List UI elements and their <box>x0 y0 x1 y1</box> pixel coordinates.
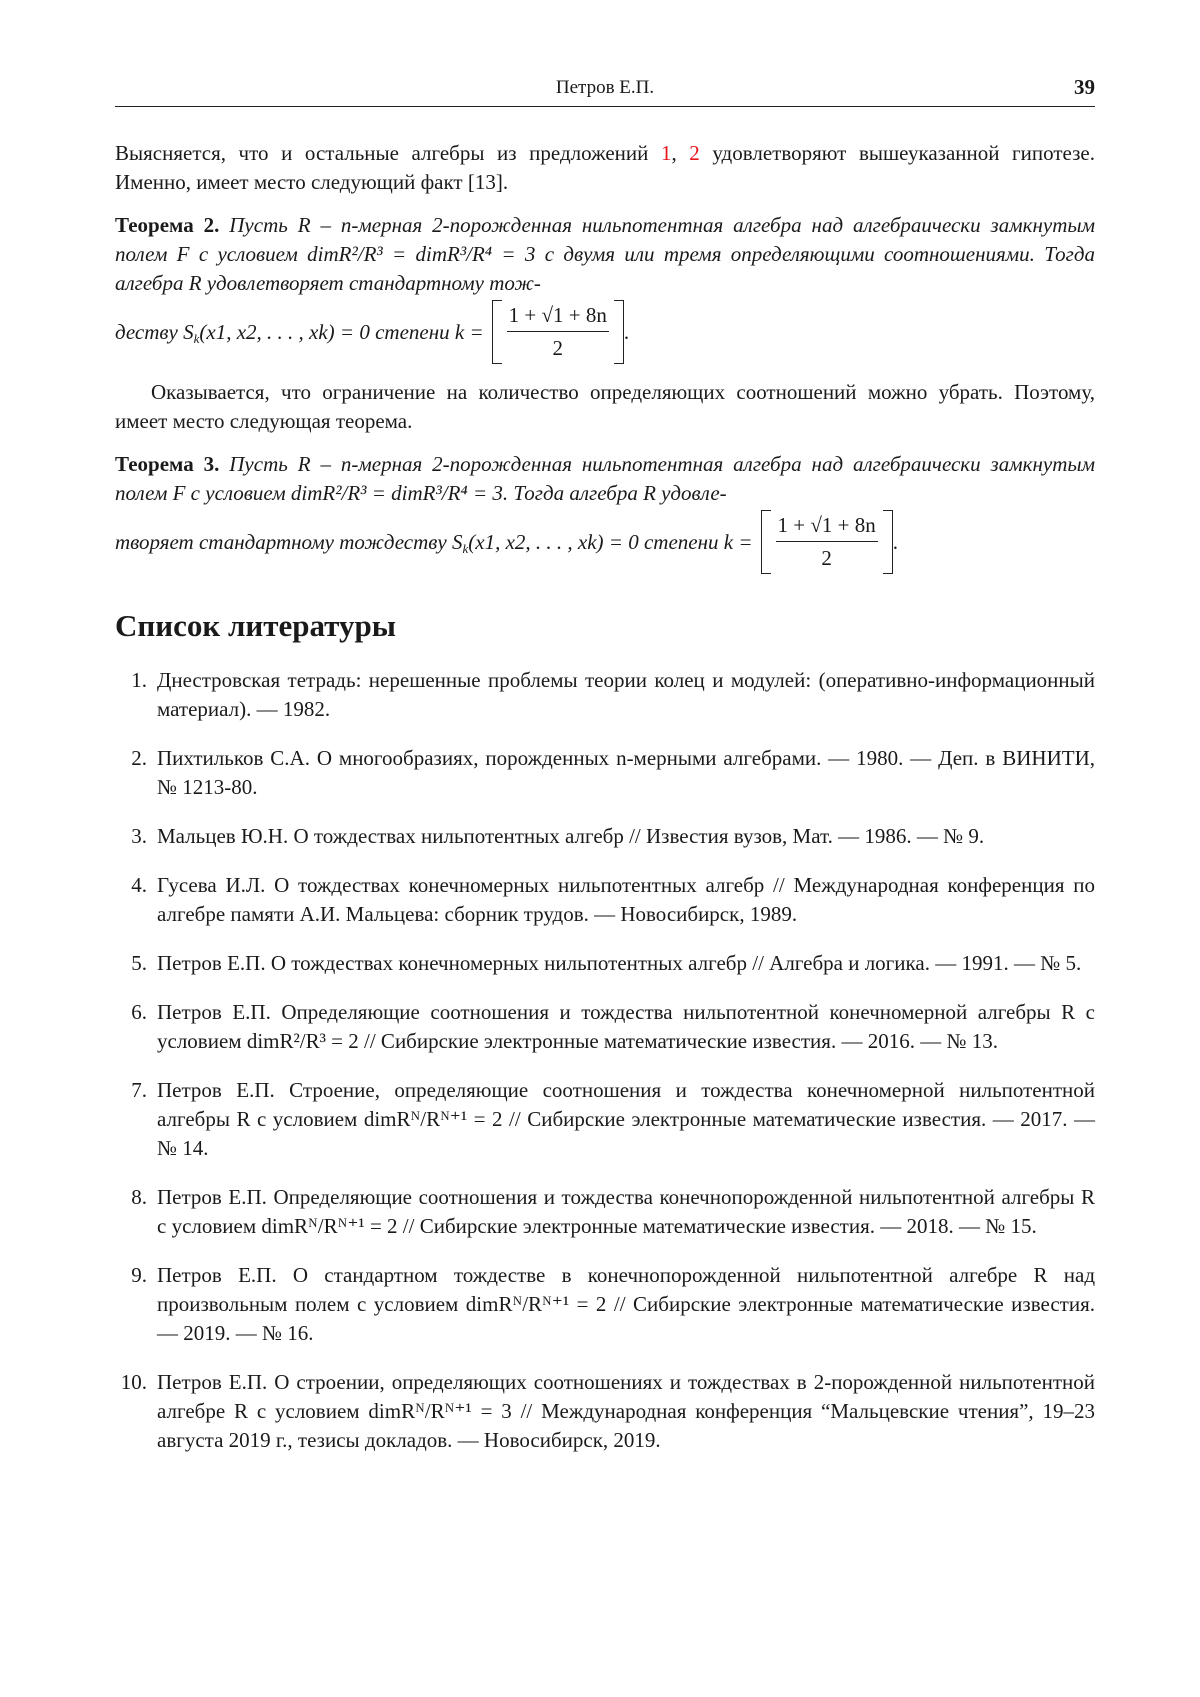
reference-number: 3. <box>115 822 147 851</box>
reference-number: 1. <box>115 666 147 695</box>
fraction <box>502 300 614 364</box>
fraction <box>771 510 883 574</box>
theorem-3-statement <box>115 450 1095 508</box>
reference-text: Петров Е.П. Строение, определяющие соотношения и тождества конечномерной нильпотентной алгебры R с условием dimRᴺ/Rᴺ⁺¹ = 2 // Сибирские электронные математические известия. — 2017. — № 14. <box>157 1078 1095 1160</box>
fraction-numerator: 1 + √1 + 8n <box>776 511 878 542</box>
reference-item <box>115 871 1095 929</box>
reference-item <box>115 949 1095 978</box>
left-bracket <box>761 510 771 574</box>
theorem-3 <box>115 450 1095 574</box>
formula-args-text: (x1, x2, . . . , xk) = 0 степени k = <box>199 320 483 344</box>
theorem-2-heading: Теорема 2. <box>115 213 219 237</box>
paragraph-2: Оказывается, что ограничение на количество определяющих соотношений можно убрать. Поэтому, имеет место следующая теорема. <box>115 378 1095 436</box>
reference-number: 4. <box>115 871 147 900</box>
fraction-numerator: 1 + √1 + 8n <box>507 301 609 332</box>
page <box>0 0 1200 1697</box>
reference-item <box>115 1183 1095 1241</box>
reference-text: Петров Е.П. Определяющие соотношения и тождества конечнопорожденной нильпотентной алгебры R с условием dimRᴺ/Rᴺ⁺¹ = 2 // Сибирские электронные математические известия. — 2018. — № 15. <box>157 1185 1095 1238</box>
proposition-link-1[interactable]: 1 <box>661 141 672 165</box>
theorem-2-body: Пусть R – n-мерная 2-порожденная нильпотентная алгебра над алгебраически замкнутым полем F с условием dimR²/R³ = dimR³/R⁴ = 3 с двумя или тремя определяющими соотношениями. Тогда алгебра R удовлетворяет стандартному тож- <box>115 213 1095 295</box>
page-number: 39 <box>1074 75 1095 100</box>
theorem-2-formula-lead: деству Sk(x1, x2, . . . , xk) = 0 степени k = <box>115 318 484 347</box>
theorem-3-floor-fraction <box>761 510 893 574</box>
formula-args-text: (x1, x2, . . . , xk) = 0 степени k = <box>468 530 752 554</box>
reference-text: Днестровская тетрадь: нерешенные проблемы теории колец и модулей: (оперативно-информационный материал). — 1982. <box>157 668 1095 721</box>
reference-item <box>115 822 1095 851</box>
reference-text: Петров Е.П. Определяющие соотношения и тождества нильпотентной конечномерной алгебры R с условием dimR²/R³ = 2 // Сибирские электронные математические известия. — 2016. — № 13. <box>157 1000 1095 1053</box>
fraction-denominator: 2 <box>776 542 878 573</box>
reference-item <box>115 744 1095 802</box>
reference-item <box>115 666 1095 724</box>
reference-text: Мальцев Ю.Н. О тождествах нильпотентных алгебр // Известия вузов, Мат. — 1986. — № 9. <box>157 824 984 848</box>
theorem-2-statement <box>115 211 1095 298</box>
reference-number: 10. <box>115 1368 147 1397</box>
page-body <box>115 139 1095 1475</box>
right-bracket <box>883 510 893 574</box>
right-bracket <box>614 300 624 364</box>
reference-number: 9. <box>115 1261 147 1290</box>
theorem-2-formula <box>115 300 1095 364</box>
theorem-3-formula <box>115 510 1095 574</box>
theorem-3-body: Пусть R – n-мерная 2-порожденная нильпотентная алгебра над алгебраически замкнутым полем F с условием dimR²/R³ = dimR³/R⁴ = 3. Тогда алгебра R удовле- <box>115 452 1095 505</box>
reference-text: Пихтильков С.А. О многообразиях, порожденных n-мерными алгебрами. — 1980. — Деп. в ВИНИТИ, № 1213-80. <box>157 746 1095 799</box>
reference-item <box>115 998 1095 1056</box>
reference-text: Петров Е.П. О строении, определяющих соотношениях и тождествах в 2-порожденной нильпотентной алгебре R с условием dimRᴺ/Rᴺ⁺¹ = 3 // Международная конференция “Мальцевские чтения”, 19–23 августа 2019 г., тезисы докладов. — Новосибирск, 2019. <box>157 1370 1095 1452</box>
references-list <box>115 666 1095 1455</box>
reference-number: 6. <box>115 998 147 1027</box>
theorem-2-end: . <box>624 318 629 347</box>
reference-number: 8. <box>115 1183 147 1212</box>
intro-separator: , <box>671 141 689 165</box>
fraction-denominator: 2 <box>507 332 609 363</box>
header-author: Петров Е.П. <box>115 77 1095 99</box>
reference-text: Гусева И.Л. О тождествах конечномерных нильпотентных алгебр // Международная конференция по алгебре памяти А.И. Мальцева: сборник трудов. — Новосибирск, 1989. <box>157 873 1095 926</box>
reference-number: 5. <box>115 949 147 978</box>
reference-number: 2. <box>115 744 147 773</box>
formula-lead-text: деству S <box>115 320 194 344</box>
running-header <box>115 76 1095 107</box>
reference-number: 7. <box>115 1076 147 1105</box>
reference-text: Петров Е.П. О тождествах конечномерных нильпотентных алгебр // Алгебра и логика. — 1991. — № 5. <box>157 951 1081 975</box>
left-bracket <box>492 300 502 364</box>
theorem-2 <box>115 211 1095 364</box>
reference-item <box>115 1076 1095 1163</box>
formula-lead-text: творяет стандартному тождеству S <box>115 530 462 554</box>
proposition-link-2[interactable]: 2 <box>689 141 700 165</box>
reference-item <box>115 1261 1095 1348</box>
theorem-2-floor-fraction <box>492 300 624 364</box>
references-heading: Список литературы <box>115 608 1095 644</box>
intro-text-end: удовлетворяют вышеуказанной гипотезе. Именно, имеет место следующий факт [13]. <box>115 141 1095 194</box>
intro-text-start: Выясняется, что и остальные алгебры из предложений <box>115 141 661 165</box>
theorem-3-end: . <box>893 528 898 557</box>
intro-paragraph <box>115 139 1095 197</box>
theorem-3-heading: Теорема 3. <box>115 452 219 476</box>
theorem-3-formula-lead: творяет стандартному тождеству Sk(x1, x2, . . . , xk) = 0 степени k = <box>115 528 753 557</box>
reference-item <box>115 1368 1095 1455</box>
reference-text: Петров Е.П. О стандартном тождестве в конечнопорожденной нильпотентной алгебре R над произвольным полем с условием dimRᴺ/Rᴺ⁺¹ = 2 // Сибирские электронные математические известия. — 2019. — № 16. <box>157 1263 1095 1345</box>
